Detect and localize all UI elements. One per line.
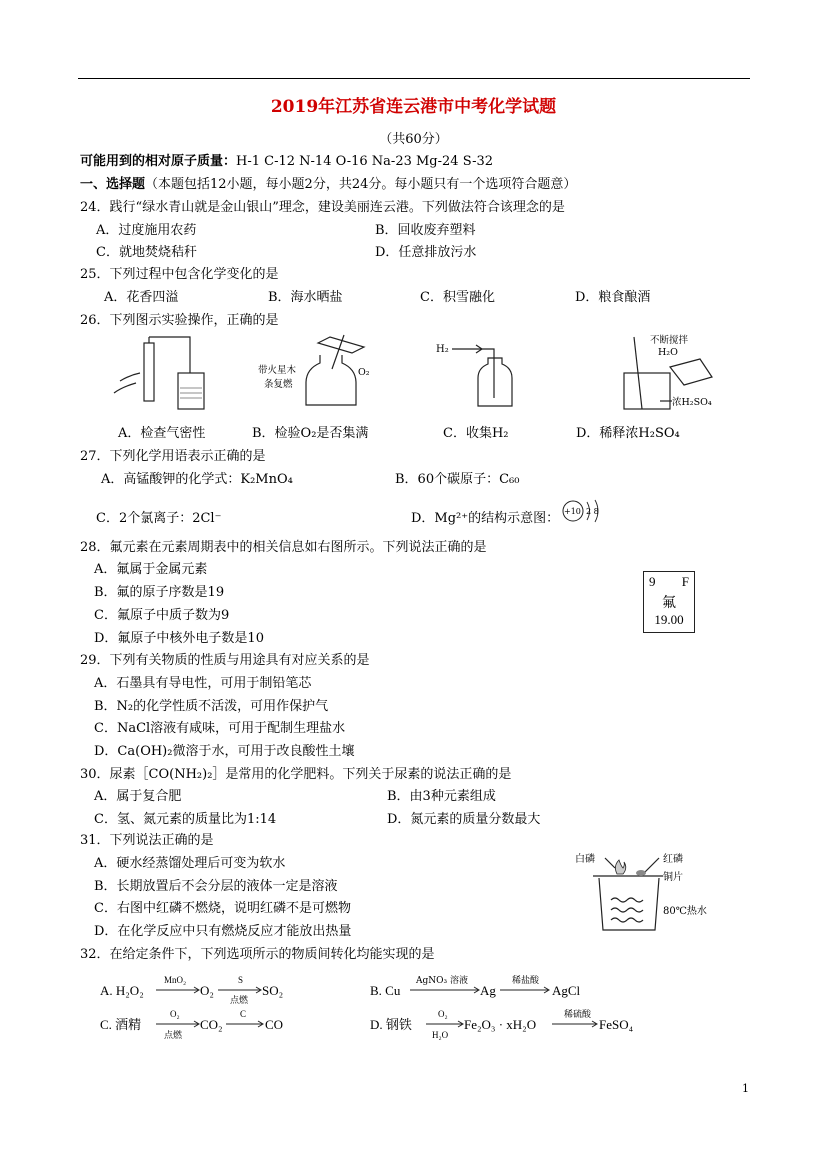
q25-option-c: C．积雪融化 [420,290,495,305]
conversion-b [370,972,650,1006]
conv-c-top1: O₂ [170,1009,180,1019]
section-desc: （本题包括12小题，每小题2分，共24分。每小题只有一个选项符合题意） [145,177,577,192]
conv-d-top2: 稀硫酸 [564,1010,592,1020]
q25-option-d: D．粮食酿酒 [575,290,651,305]
fig-copper: 铜片 [663,872,683,883]
fig-phosphorus-burning [575,850,715,935]
fig-dilute-acid [600,333,720,413]
section-heading [80,173,576,192]
header-rule [78,78,750,79]
conversion-c [100,1006,360,1042]
conversion-d [370,1006,660,1042]
q28-option-c: C．氟原子中质子数为9 [94,608,230,623]
conv-b-start: B. Cu [370,983,401,998]
atomic-mass-label: 可能用到的相对原子质量： [80,154,237,169]
fig-d-label1: 不断搅拌 [650,335,689,346]
page-title: 2019年江苏省连云港市中考化学试题 [270,97,557,117]
q30-option-c: C．氢、氮元素的质量比为1:14 [94,812,277,827]
q31-option-c: C．右图中红磷不燃烧，说明红磷不是可燃物 [94,901,351,916]
q25-stem: 25．下列过程中包含化学变化的是 [80,267,279,282]
q27-option-c: C．2个氯离子：2Cl⁻ [96,511,222,526]
q24-option-c: C．就地焚烧秸秆 [96,245,197,260]
conv-d-start: D. 钢铁 [370,1017,412,1032]
q25-option-a: A．花香四溢 [104,290,179,305]
q26-option-d: D．稀释浓H₂SO₄ [576,426,680,441]
fig-hydrogen-collect [432,340,522,412]
q24-option-b: B．回收废弃塑料 [375,223,476,238]
q31-option-b: B．长期放置后不会分层的液体一定是溶液 [94,879,338,894]
conv-a-mid: O₂ [200,983,214,998]
q31-option-d: D．在化学反应中只有燃烧反应才能放出热量 [94,924,352,939]
conv-b-top2: 稀盐酸 [512,976,540,986]
conv-b-mid: Ag [480,983,496,998]
q27-option-d: D．Mg²⁺的结构示意图： [411,511,560,526]
q27-stem: 27．下列化学用语表示正确的是 [80,449,266,464]
conv-c-top2: C [240,1009,247,1019]
q25-option-b: B．海水晒盐 [268,290,343,305]
q28-option-d: D．氟原子中核外电子数是10 [94,631,264,646]
q24-stem: 24．践行“绿水青山就是金山银山”理念，建设美丽连云港。下列做法符合该理念的是 [80,200,565,215]
fig-red-p: 红磷 [663,854,683,865]
conv-c-end: CO [265,1017,284,1032]
q30-option-b: B．由3种元素组成 [387,789,496,804]
fig-airtightness [112,333,212,411]
fig-shells-label: 2 8 [586,507,599,516]
conv-d-top1: O₂ [438,1009,448,1019]
card-name: 氟 [662,595,676,611]
q28-option-b: B．氟的原子序数是19 [94,585,225,600]
q29-option-d: D．Ca(OH)₂微溶于水，可用于改良酸性土壤 [94,744,355,759]
conv-d-mid: Fe₂O₃ · xH₂O [464,1017,537,1032]
q30-option-d: D．氮元素的质量分数最大 [387,812,541,827]
conv-c-start: C. 酒精 [100,1017,142,1032]
conv-d-bot1: H₂O [432,1030,449,1040]
q26-option-b: B．检验O₂是否集满 [252,426,369,441]
card-number: 9 [649,574,656,589]
q29-option-b: B．N₂的化学性质不活泼，可用作保护气 [94,699,329,714]
page-subtitle: （共60分） [379,132,448,147]
q30-stem: 30．尿素［CO(NH₂)₂］是常用的化学肥料。下列关于尿素的说法正确的是 [80,767,512,782]
q29-option-a: A．石墨具有导电性，可用于制铅笔芯 [94,676,312,691]
page-number: 1 [742,1082,749,1095]
q30-option-a: A．属于复合肥 [94,789,182,804]
conv-a-top2: S [238,975,244,985]
periodic-card [643,571,695,633]
section-label: 一、选择题 [80,177,146,192]
q27-option-b: B．60个碳原子：C₆₀ [395,472,520,487]
q24-option-d: D．任意排放污水 [375,245,477,260]
q24-option-a: A．过度施用农药 [96,223,197,238]
fig-water: 80℃热水 [663,906,707,917]
q27-option-a: A．高锰酸钾的化学式：K₂MnO₄ [101,472,293,487]
conv-c-mid: CO₂ [200,1017,223,1032]
fig-c-label: H₂ [436,344,449,355]
atomic-mass-line [80,150,493,169]
q26-option-c: C．收集H₂ [443,426,509,441]
conv-a-bot2: 点燃 [230,996,249,1006]
card-mass: 19.00 [654,612,684,627]
card-symbol: F [681,574,689,589]
fig-b-label2: 条复燃 [264,379,293,390]
fig-b-label3: O₂ [358,367,370,378]
fig-white-p: 白磷 [575,854,595,865]
conv-a-end: SO₂ [262,983,284,998]
q32-stem: 32．在给定条件下，下列选项所示的物质间转化均能实现的是 [80,947,435,962]
fig-d-label2: H₂O [658,347,678,358]
fig-mg-ion-structure [560,496,610,526]
fig-oxygen-test [258,333,373,411]
conv-b-end: AgCl [552,983,581,998]
q26-option-a: A．检查气密性 [118,426,206,441]
q28-stem: 28．氟元素在元素周期表中的相关信息如右图所示。下列说法正确的是 [80,540,487,555]
fig-d-label3: 浓H₂SO₄ [672,397,712,408]
q31-option-a: A．硬水经蒸馏处理后可变为软水 [94,856,286,871]
conversion-a [100,972,360,1006]
q29-option-c: C．NaCl溶液有咸味，可用于配制生理盐水 [94,721,346,736]
q28-option-a: A．氟属于金属元素 [94,562,208,577]
fig-nucleus-label: +10 [564,507,581,516]
conv-b-top1: AgNO₃ 溶液 [416,976,468,986]
atomic-mass-values: H-1 C-12 N-14 O-16 Na-23 Mg-24 S-32 [236,154,494,169]
q26-stem: 26．下列图示实验操作，正确的是 [80,313,279,328]
conv-c-bot1: 点燃 [164,1031,183,1041]
conv-a-start: A. H₂O₂ [100,983,144,998]
q31-stem: 31．下列说法正确的是 [80,833,214,848]
fig-b-label1: 带火星木 [258,365,297,376]
q29-stem: 29．下列有关物质的性质与用途具有对应关系的是 [80,653,370,668]
conv-d-end: FeSO₄ [599,1017,634,1032]
conv-a-top1: MnO₂ [164,975,187,985]
